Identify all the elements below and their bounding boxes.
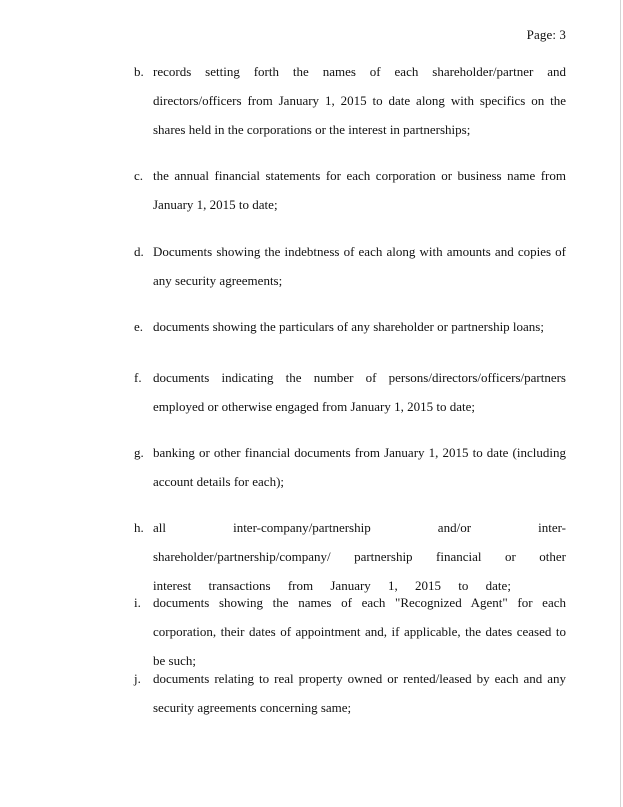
list-marker: f.	[134, 370, 142, 385]
list-item-c	[134, 161, 566, 219]
list-item-i	[134, 588, 566, 675]
list-item-text: records setting forth the names of each shareholder/partner and directors/officers from January 1, 2015 to date along with specifics on the shares held in the corporations or the interest in partnerships;	[153, 64, 566, 137]
list-item-d	[134, 237, 566, 295]
scan-edge-line	[620, 0, 621, 807]
list-item-text: documents showing the particulars of any shareholder or partnership loans;	[153, 319, 544, 334]
list-item-j	[134, 664, 566, 722]
list-marker: g.	[134, 445, 144, 460]
list-marker: h.	[134, 520, 144, 535]
list-item-text: documents showing the names of each "Recognized Agent" for each corporation, their dates of appointment and, if applicable, the dates ceased to be such;	[153, 595, 566, 668]
list-item-g	[134, 438, 566, 496]
list-item-text: documents indicating the number of persons/directors/officers/partners employed or otherwise engaged from January 1, 2015 to date;	[153, 370, 566, 414]
list-item-h	[134, 513, 566, 600]
list-item-text: Documents showing the indebtness of each along with amounts and copies of any security agreements;	[153, 244, 566, 288]
list-marker: i.	[134, 595, 141, 610]
list-marker: e.	[134, 319, 144, 334]
list-marker: j.	[134, 671, 141, 686]
page-number: Page: 3	[526, 27, 566, 42]
list-marker: b.	[134, 64, 144, 79]
list-item-e	[134, 312, 566, 341]
list-marker: c.	[134, 168, 144, 183]
list-item-b	[134, 57, 566, 144]
list-item-text: all inter-company/partnership and/or inter-shareholder/partnership/company/ partnership financial or other interest transactions from January 1, 2015 to date;	[153, 520, 566, 593]
list-item-text: banking or other financial documents from January 1, 2015 to date (including account details for each);	[153, 445, 566, 489]
list-marker: d.	[134, 244, 144, 259]
list-item-text: documents relating to real property owned or rented/leased by each and any security agreements concerning same;	[153, 671, 566, 715]
list-item-f	[134, 363, 566, 421]
list-item-text: the annual financial statements for each corporation or business name from January 1, 2015 to date;	[153, 168, 566, 212]
